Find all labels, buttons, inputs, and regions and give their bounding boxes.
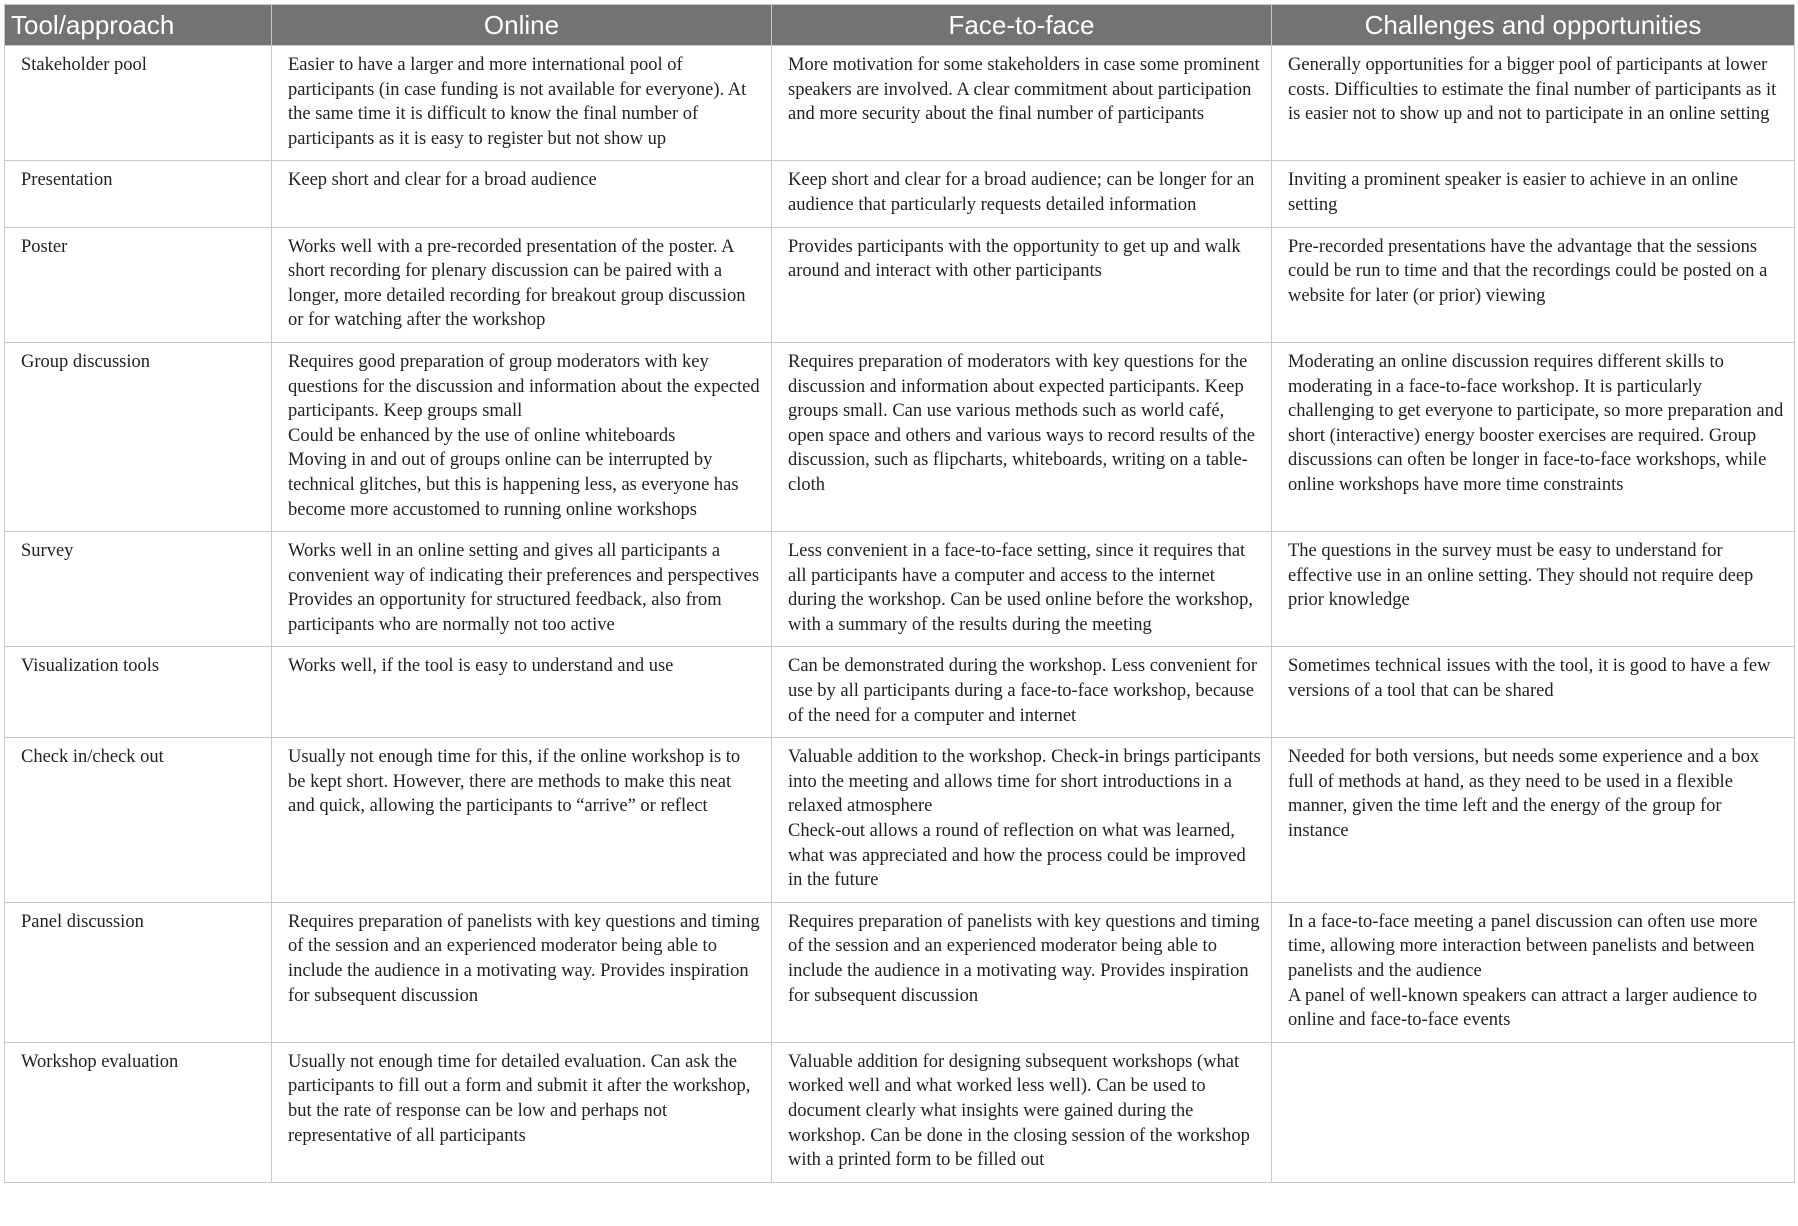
cell-text: Valuable addition for designing subsequent workshops (what worked well and what worked less well). Can be used to document clearly what insights were gained during the workshop. Can be done in the closing session of the workshop with a printed form to be filled out — [788, 1051, 1250, 1171]
cell-tool: Stakeholder pool — [5, 46, 272, 161]
cell-tool: Poster — [5, 227, 272, 342]
cell-challenges — [1272, 738, 1795, 903]
cell-tool: Group discussion — [5, 342, 272, 531]
cell-online — [272, 647, 772, 738]
cell-challenges — [1272, 1042, 1795, 1182]
cell-tool: Survey — [5, 532, 272, 647]
cell-online — [272, 227, 772, 342]
cell-online — [272, 1042, 772, 1182]
cell-text: Sometimes technical issues with the tool, it is good to have a few versions of a tool that can be shared — [1288, 656, 1771, 702]
cell-text: Can be demonstrated during the workshop. Less convenient for use by all participants during a face-to-face workshop, because of the need for a computer and internet — [788, 656, 1258, 726]
cell-online — [272, 342, 772, 531]
cell-text: Less convenient in a face-to-face setting, since it requires that all participants have a computer and access to the internet during the workshop. Can be used online before the workshop, with a summary of the results during the meeting — [788, 541, 1253, 635]
cell-text: Keep short and clear for a broad audience — [288, 170, 597, 191]
cell-tool: Presentation — [5, 161, 272, 227]
table-row — [5, 161, 1795, 227]
cell-text: Moderating an online discussion requires different skills to moderating in a face-to-face workshop. It is particularly challenging to get everyone to participate, so more preparation and short (interactive) energy booster exercises are required. Group discussions can often be longer in face-to-face workshops, while online workshops have more time constraints — [1288, 351, 1784, 495]
table-row — [5, 902, 1795, 1042]
header-face-to-face: Face-to-face — [772, 5, 1272, 46]
cell-text: Valuable addition to the workshop. Check-in brings participants into the meeting and allows time for short introductions in a relaxed atmosphere — [788, 747, 1261, 817]
cell-text: In a face-to-face meeting a panel discussion can often use more time, allowing more interaction between panelists and between panelists and the audience — [1288, 911, 1758, 981]
cell-face-to-face — [772, 738, 1272, 903]
cell-face-to-face — [772, 46, 1272, 161]
header-online: Online — [272, 5, 772, 46]
cell-online — [272, 738, 772, 903]
cell-tool: Panel discussion — [5, 902, 272, 1042]
cell-tool: Workshop evaluation — [5, 1042, 272, 1182]
cell-online — [272, 902, 772, 1042]
cell-text: Check-out allows a round of reflection on what was learned, what was appreciated and how the process could be improved in the future — [788, 821, 1246, 891]
cell-tool: Visualization tools — [5, 647, 272, 738]
cell-text: Moving in and out of groups online can be interrupted by technical glitches, but this is happening less, as everyone has become more accustomed to running online workshops — [288, 450, 739, 520]
cell-text: The questions in the survey must be easy to understand for effective use in an online setting. They should not require deep prior knowledge — [1288, 541, 1754, 611]
cell-text: More motivation for some stakeholders in case some prominent speakers are involved. A clear commitment about participation and more security about the final number of participants — [788, 55, 1260, 125]
table-row — [5, 46, 1795, 161]
comparison-table — [4, 4, 1795, 1183]
cell-text: Keep short and clear for a broad audience; can be longer for an audience that particularly requests detailed information — [788, 170, 1255, 215]
header-tool-approach: Tool/approach — [5, 5, 272, 46]
cell-challenges — [1272, 46, 1795, 161]
cell-text: Easier to have a larger and more international pool of participants (in case funding is not available for everyone). At the same time it is difficult to know the final number of participants as it is easy to register but not show up — [288, 55, 747, 149]
cell-text: Requires good preparation of group moderators with key questions for the discussion and information about the expected participants. Keep groups small — [288, 351, 760, 422]
cell-challenges — [1272, 647, 1795, 738]
cell-text: Inviting a prominent speaker is easier to achieve in an online setting — [1288, 170, 1739, 215]
table-body — [5, 46, 1795, 1183]
cell-face-to-face — [772, 227, 1272, 342]
cell-challenges — [1272, 161, 1795, 227]
cell-text: Generally opportunities for a bigger pool of participants at lower costs. Difficulties to estimate the final number of participants as it is easier not to show up and not to participate in an online setting — [1288, 55, 1777, 125]
cell-online — [272, 532, 772, 647]
cell-text: Provides an opportunity for structured feedback, also from participants who are normally not too active — [288, 590, 722, 635]
cell-online — [272, 161, 772, 227]
cell-text: Requires preparation of panelists with key questions and timing of the session and an experienced moderator being able to include the audience in a motivating way. Provides inspiration for subsequent discussion — [288, 911, 760, 1006]
table-row — [5, 1042, 1795, 1182]
cell-text: Works well in an online setting and gives all participants a convenient way of indicating their preferences and perspectives — [288, 541, 760, 586]
table-row — [5, 647, 1795, 738]
header-challenges-opportunities: Challenges and opportunities — [1272, 5, 1795, 46]
table-row — [5, 342, 1795, 531]
cell-online — [272, 46, 772, 161]
table-row — [5, 738, 1795, 903]
cell-text: Works well with a pre-recorded presentation of the poster. A short recording for plenary discussion can be paired with a longer, more detailed recording for breakout group discussion or for watching after the workshop — [288, 236, 746, 331]
cell-challenges — [1272, 227, 1795, 342]
cell-challenges — [1272, 902, 1795, 1042]
cell-challenges — [1272, 532, 1795, 647]
cell-face-to-face — [772, 1042, 1272, 1182]
cell-text: Could be enhanced by the use of online whiteboards — [288, 425, 676, 446]
cell-tool: Check in/check out — [5, 738, 272, 903]
table-row — [5, 227, 1795, 342]
cell-text: Pre-recorded presentations have the advantage that the sessions could be run to time and that the recordings could be posted on a website for later (or prior) viewing — [1288, 236, 1768, 306]
cell-face-to-face — [772, 342, 1272, 531]
cell-text: A panel of well-known speakers can attract a larger audience to online and face-to-face events — [1288, 985, 1758, 1031]
table-header — [5, 5, 1795, 46]
table-row — [5, 532, 1795, 647]
cell-text: Works well, if the tool is easy to understand and use — [288, 656, 674, 677]
cell-face-to-face — [772, 532, 1272, 647]
cell-face-to-face — [772, 161, 1272, 227]
cell-text: Needed for both versions, but needs some experience and a box full of methods at hand, as they need to be used in a flexible manner, given the time left and the energy of the group for instance — [1288, 747, 1760, 842]
cell-text: Provides participants with the opportunity to get up and walk around and interact with other participants — [788, 236, 1241, 282]
cell-face-to-face — [772, 647, 1272, 738]
cell-face-to-face — [772, 902, 1272, 1042]
cell-text: Usually not enough time for detailed evaluation. Can ask the participants to fill out a form and submit it after the workshop, but the rate of response can be low and perhaps not representative of all participants — [288, 1051, 751, 1146]
cell-text: Requires preparation of moderators with key questions for the discussion and information about expected participants. Keep groups small. Can use various methods such as world café, open space and others and various ways to record results of the discussion, such as flipcharts, whiteboards, writing on a table-cloth — [788, 351, 1255, 495]
cell-text: Requires preparation of panelists with key questions and timing of the session and an experienced moderator being able to include the audience in a motivating way. Provides inspiration for subsequent discussion — [788, 911, 1260, 1006]
cell-challenges — [1272, 342, 1795, 531]
header-row — [5, 5, 1795, 46]
cell-text: Usually not enough time for this, if the online workshop is to be kept short. However, there are methods to make this neat and quick, allowing the participants to “arrive” or reflect — [288, 747, 741, 817]
